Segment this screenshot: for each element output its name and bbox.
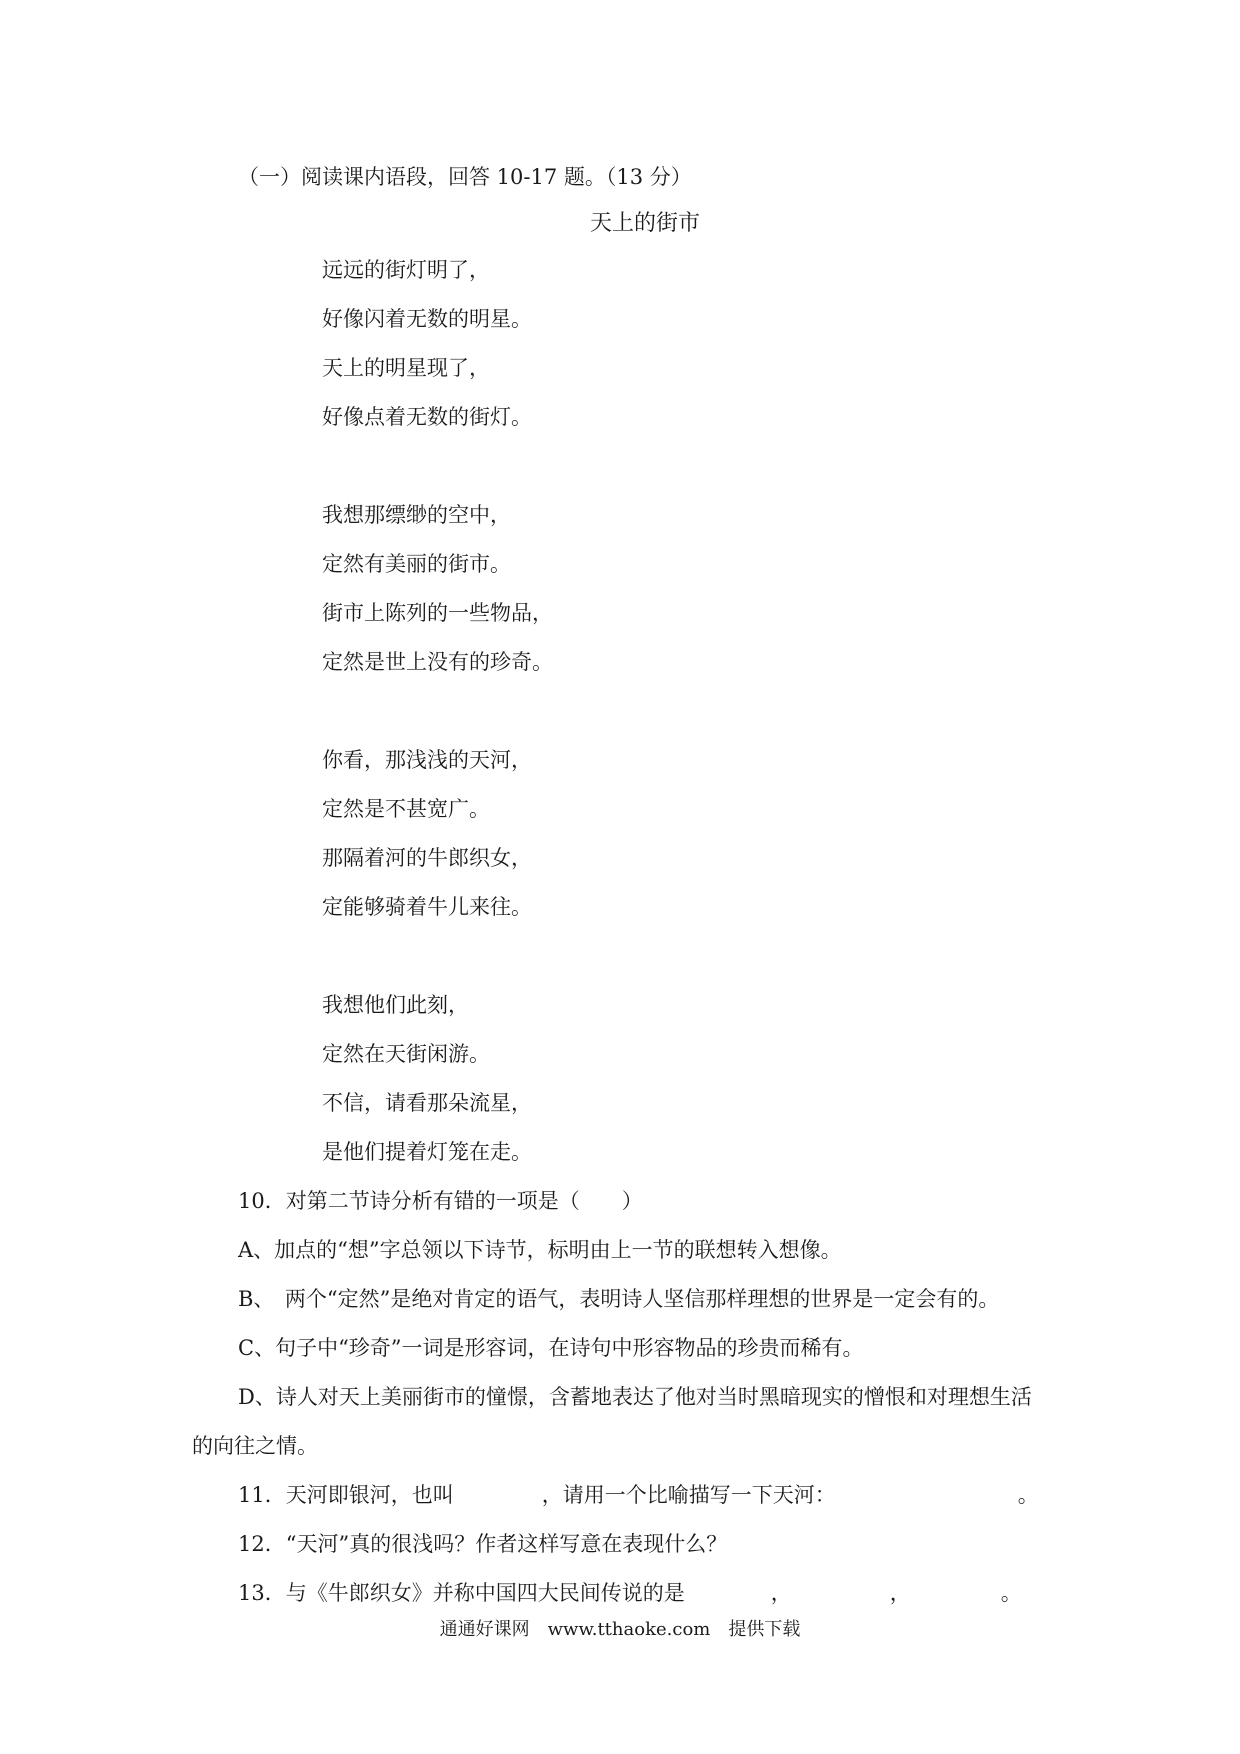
question-13	[238, 1579, 1022, 1607]
poem-body	[322, 256, 553, 1187]
poem-line: 定然是不甚宽广。	[322, 797, 490, 821]
poem-line: 你看，那浅浅的天河，	[322, 748, 532, 772]
stanza-gap	[322, 697, 553, 746]
poem-line: 街市上陈列的一些物品，	[322, 601, 553, 625]
page-footer: 通通好课网 www.tthaoke.com 提供下载	[439, 1619, 801, 1640]
poem-line: 定然在天街闲游。	[322, 1042, 490, 1066]
poem-line: 我想他们此刻，	[322, 993, 469, 1017]
question-13-end: 。	[1000, 1581, 1022, 1605]
question-12: 12．“天河”真的很浅吗？作者这样写意在表现什么？	[238, 1532, 728, 1556]
poem-stanza-4	[322, 991, 553, 1187]
question-13-separator: ，	[770, 1581, 792, 1605]
question-13-text: 13．与《牛郎织女》并称中国四大民间传说的是	[238, 1581, 685, 1605]
question-10-option-b: B、 两个“定然”是绝对肯定的语气，表明诗人坚信那样理想的世界是一定会有的。	[238, 1287, 1000, 1311]
poem-line: 定然是世上没有的珍奇。	[322, 650, 553, 674]
question-10-stem: 10．对第二节诗分析有错的一项是（ ）	[238, 1189, 643, 1213]
poem-line: 定能够骑着牛儿来往。	[322, 895, 532, 919]
stanza-gap	[322, 452, 553, 501]
poem-line: 天上的明星现了，	[322, 356, 490, 380]
question-13-separator: ，	[889, 1581, 911, 1605]
question-10-option-d: D、诗人对天上美丽街市的憧憬，含蓄地表达了他对当时黑暗现实的憎恨和对理想生活	[238, 1385, 1032, 1409]
section-heading: （一）阅读课内语段，回答 10-17 题。（13 分）	[238, 165, 692, 189]
poem-stanza-3	[322, 746, 553, 942]
poem-line: 好像闪着无数的明星。	[322, 307, 532, 331]
poem-title: 天上的街市	[589, 211, 700, 236]
question-11-end: 。	[1017, 1483, 1039, 1507]
poem-line: 是他们提着灯笼在走。	[322, 1140, 532, 1164]
question-10-option-d-continued: 的向往之情。	[192, 1434, 318, 1458]
question-11-text: 11．天河即银河，也叫	[238, 1483, 454, 1507]
poem-line: 定然有美丽的街市。	[322, 552, 511, 576]
question-11	[238, 1481, 1039, 1509]
poem-line: 不信，请看那朵流星，	[322, 1091, 532, 1115]
question-10-option-a: A、加点的“想”字总领以下诗节，标明由上一节的联想转入想像。	[238, 1238, 842, 1262]
poem-line: 那隔着河的牛郎织女，	[322, 846, 532, 870]
poem-line: 好像点着无数的街灯。	[322, 405, 532, 429]
poem-stanza-1	[322, 256, 553, 452]
poem-stanza-2	[322, 501, 553, 697]
stanza-gap	[322, 942, 553, 991]
question-10-option-c: C、句子中“珍奇”一词是形容词，在诗句中形容物品的珍贵而稀有。	[238, 1336, 864, 1360]
poem-line: 我想那缥缈的空中，	[322, 503, 511, 527]
poem-line: 远远的街灯明了，	[322, 258, 490, 282]
question-11-text: ，请用一个比喻描写一下天河：	[541, 1483, 836, 1507]
